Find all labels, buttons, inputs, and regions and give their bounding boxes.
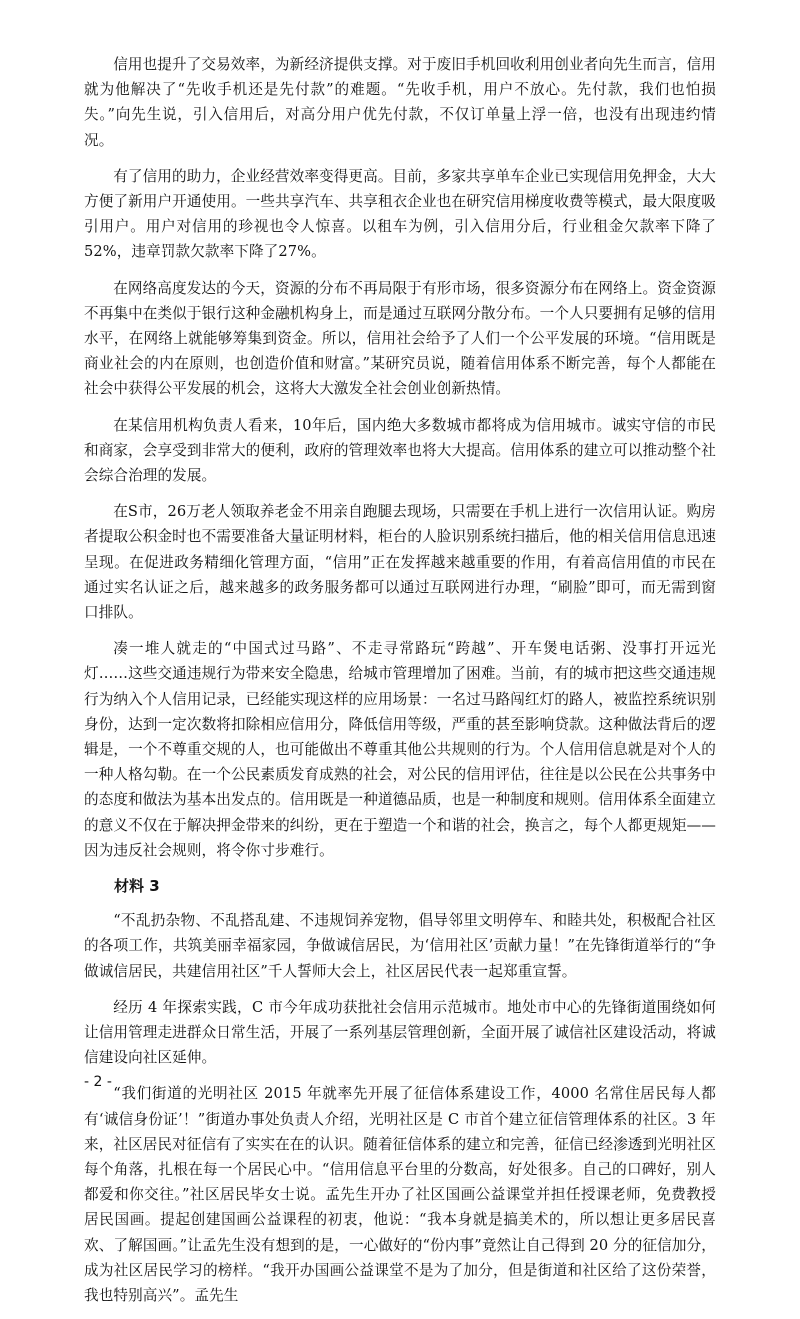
paragraph: 在网络高度发达的今天，资源的分布不再局限于有形市场，很多资源分布在网络上。资金资源不再集中在类似于银行这种金融机构身上，而是通过互联网分散分布。一个人只要拥有足够的信用水平，在网络上就能够筹集到资金。所以，信用社会给予了人们一个公平发展的环境。“信用既是商业社会的内在原则，也创造价值和财富。”某研究员说，随着信用体系不断完善，每个人都能在社会中获得公平发展的机会，这将大大激发全社会创业创新热情。 <box>84 279 716 398</box>
paragraph: 在S市，26万老人领取养老金不用亲自跑腿去现场，只需要在手机上进行一次信用认证。购房者提取公积金时也不需要准备大量证明材料，柜台的人脸识别系统扫描后，他的相关信用信息迅速呈现。在促进政务精细化管理方面，“信用”正在发挥越来越重要的作用，有着高信用值的市民在通过实名认证之后，越来越多的政务服务都可以通过互联网进行办理，“刷脸”即可，而无需到窗口排队。 <box>84 503 716 622</box>
paragraph: 凑一堆人就走的“中国式过马路”、不走寻常路玩“跨越”、开车煲电话粥、没事打开远光灯……这些交通违规行为带来安全隐患，给城市管理增加了困难。当前，有的城市把这些交通违规行为纳入个人信用记录，已经能实现这样的应用场景：一名过马路闯红灯的路人，被监控系统识别身份，达到一定次数将扣除相应信用分，降低信用等级，严重的甚至影响贷款。这种做法背后的逻辑是，一个不尊重交规的人，也可能做出不尊重其他公共规则的行为。个人信用信息就是对个人的一种人格勾勒。在一个公民素质发育成熟的社会，对公民的信用评估，往往是以公民在公共事务中的态度和做法为基本出发点的。信用既是一种道德品质，也是一种制度和规则。信用体系全面建立的意义不仅在于解决押金带来的纠纷，更在于塑造一个和谐的社会，换言之，每个人都更规矩——因为违反社会规则，将令你寸步难行。 <box>84 640 716 859</box>
paragraph: “不乱扔杂物、不乱搭乱建、不违规饲养宠物，倡导邻里文明停车、和睦共处，积极配合社区的各项工作，共筑美丽幸福家园，争做诚信居民，为‘信用社区’贡献力量！”在先锋街道举行的“争做诚信居民，共建信用社区”千人誓师大会上，社区居民代表一起郑重宣誓。 <box>84 912 716 980</box>
page-number: - 2 - <box>84 1074 112 1090</box>
document-body <box>84 52 716 1319</box>
paragraph: 经历 4 年探索实践，C 市今年成功获批社会信用示范城市。地处市中心的先锋街道围绕如何让信用管理走进群众日常生活，开展了一系列基层管理创新，全面开展了诚信社区建设活动，将诚信建设向社区延伸。 <box>84 998 716 1067</box>
paragraph: 有了信用的助力，企业经营效率变得更高。目前，多家共享单车企业已实现信用免押金，大大方便了新用户开通使用。一些共享汽车、共享租衣企业也在研究信用梯度收费等模式，最大限度吸引用户。用户对信用的珍视也令人惊喜。以租车为例，引入信用分后，行业租金欠款率下降了52%，违章罚款欠款率下降了27%。 <box>84 167 716 261</box>
paragraph: “我们街道的光明社区 2015 年就率先开展了征信体系建设工作，4000 名常住居民每人都有‘诚信身份证’！”街道办事处负责人介绍，光明社区是 C 市首个建立征信管理体系的社区。3 年来，社区居民对征信有了实实在在的认识。随着征信体系的建立和完善，征信已经渗透到光明社区每个角落，扎根在每一个居民心中。“信用信息平台里的分数高，好处很多。自己的口碑好，别人都爱和你交往。”社区居民毕女士说。孟先生开办了社区国画公益课堂并担任授课老师，免费教授居民国画。提起创建国画公益课程的初衷，他说：“我本身就是搞美术的，所以想让更多居民喜欢、了解国画。”让孟先生没有想到的是，一心做好的“份内事”竟然让自己得到 20 分的征信加分，成为社区居民学习的榜样。“我开办国画公益课堂不是为了加分，但是街道和社区给了这份荣誉，我也特别高兴”。孟先生 <box>84 1085 716 1304</box>
paragraph: 在某信用机构负责人看来，10年后，国内绝大多数城市都将成为信用城市。诚实守信的市民和商家，会享受到非常大的便利，政府的管理效率也将大大提高。信用体系的建立可以推动整个社会综合治理的发展。 <box>84 416 716 485</box>
section-heading: 材料 3 <box>114 877 160 896</box>
paragraph: 信用也提升了交易效率，为新经济提供支撑。对于废旧手机回收利用创业者向先生而言，信用就为他解决了“先收手机还是先付款”的难题。“先收手机，用户不放心。先付款，我们也怕损失。”向先生说，引入信用后，对高分用户优先付款，不仅订单量上浮一倍，也没有出现违约情况。 <box>84 56 716 149</box>
